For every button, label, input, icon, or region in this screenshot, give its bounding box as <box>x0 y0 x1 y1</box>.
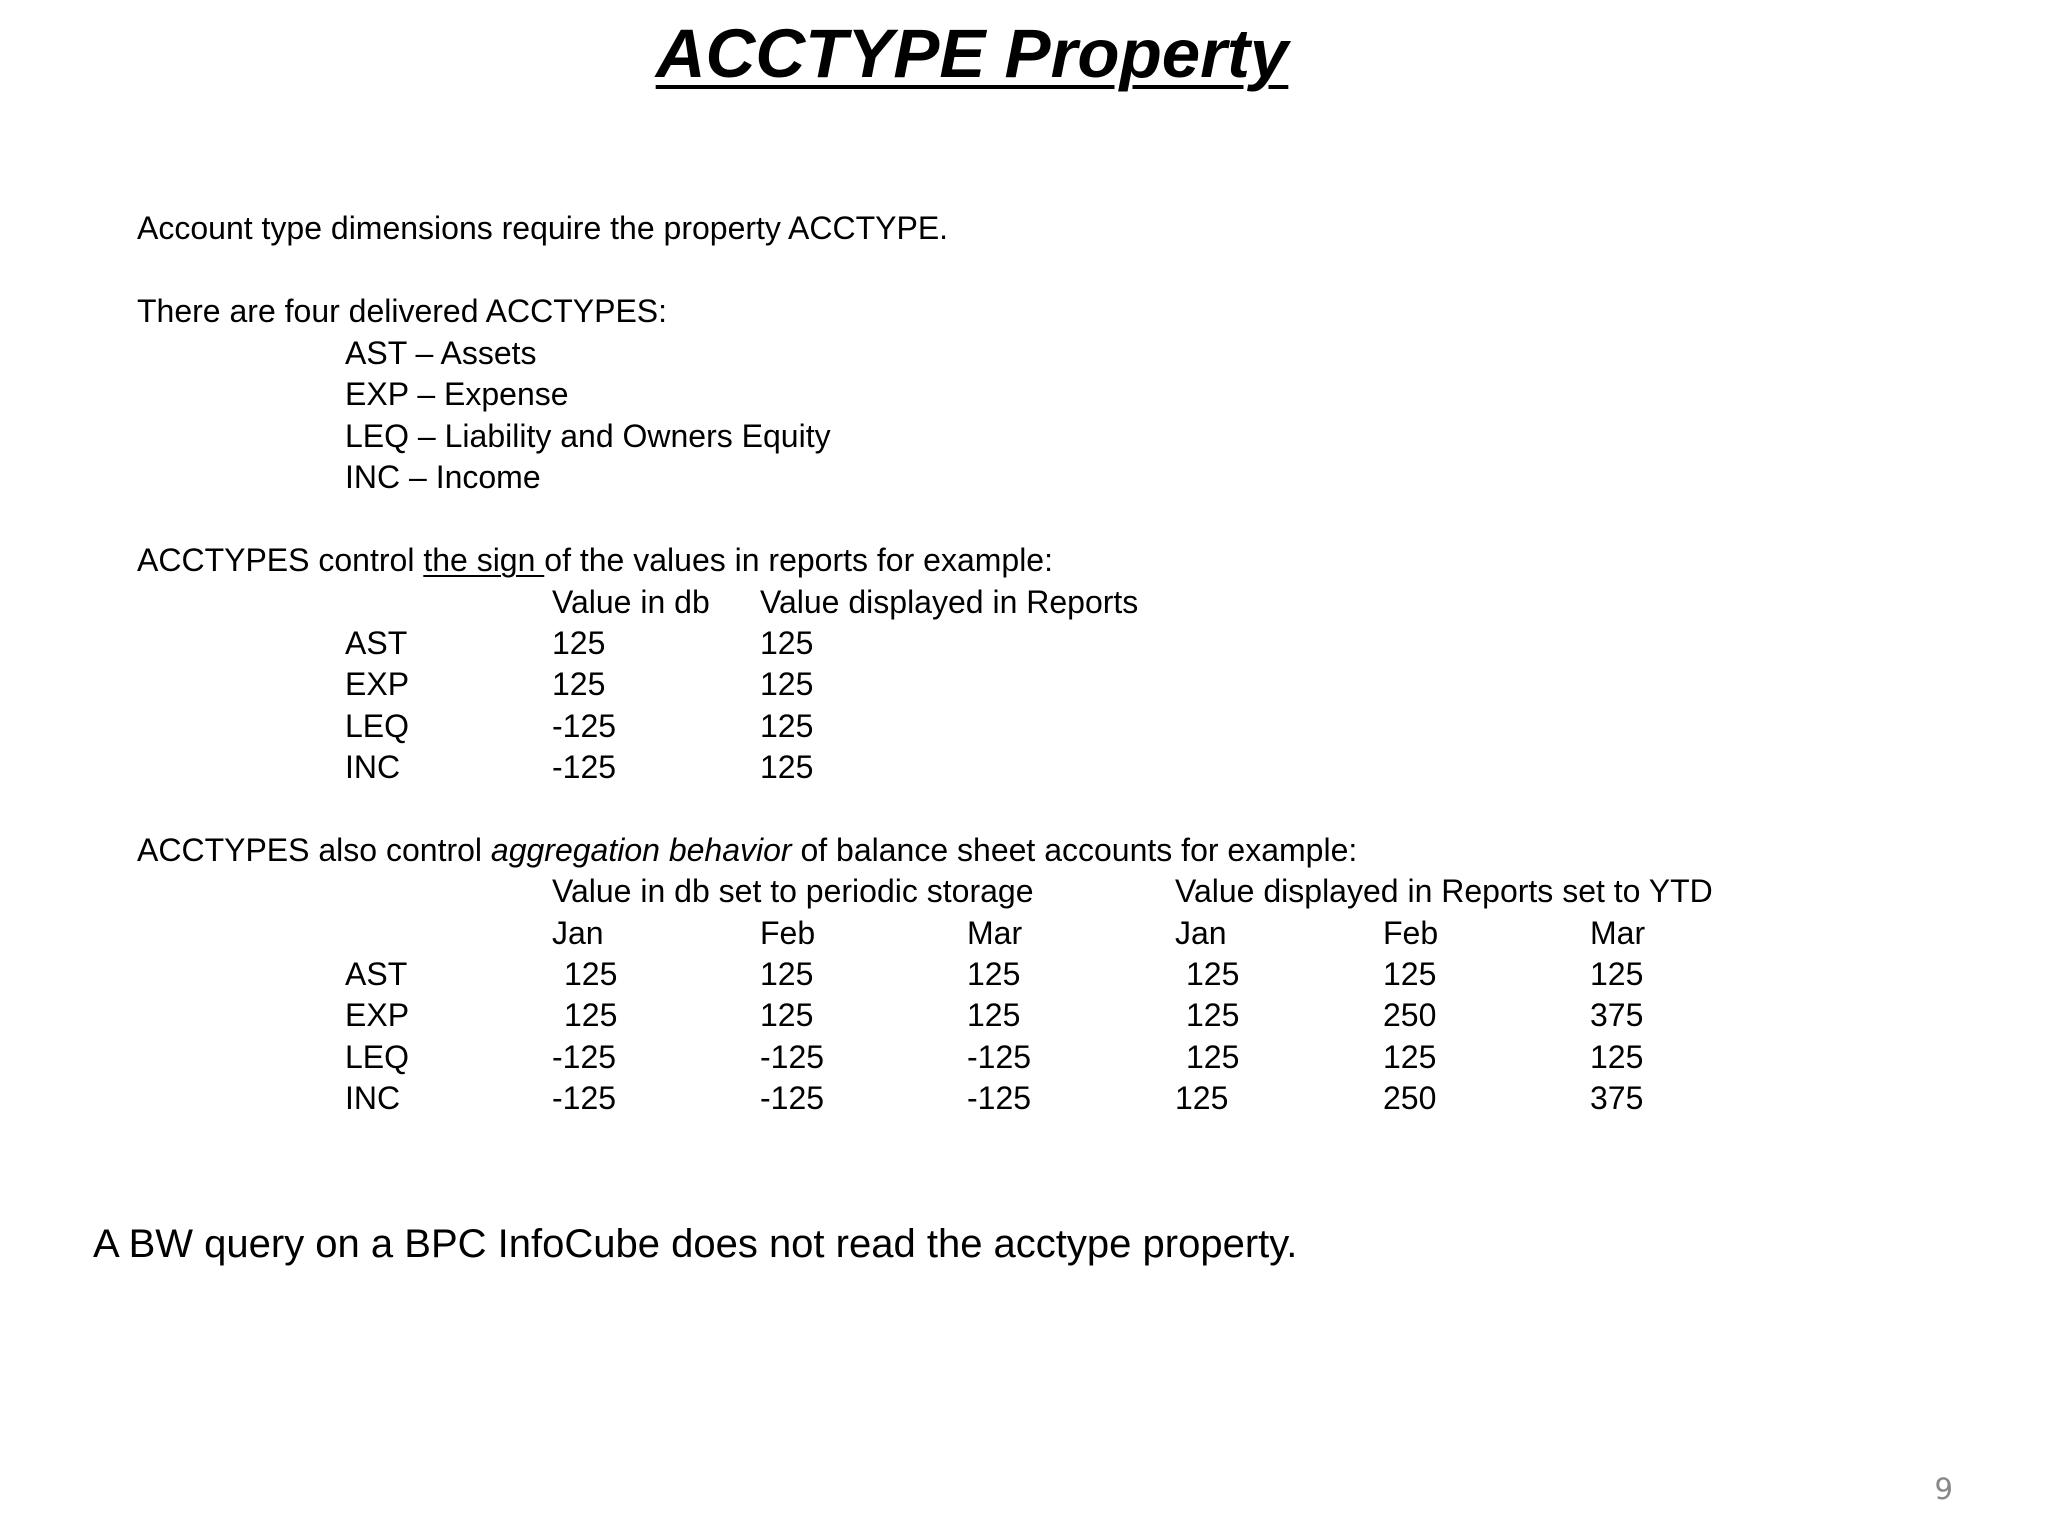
sign-row-type: AST <box>345 625 408 661</box>
acctype-item: EXP – Expense <box>345 376 569 412</box>
sign-header-db: Value in db <box>552 584 710 620</box>
sign-lead-before: ACCTYPES control <box>137 542 424 578</box>
aggregation-cell: 125 <box>967 997 1021 1033</box>
aggregation-cell: -125 <box>552 1080 617 1116</box>
page-number: 9 <box>1934 1472 1953 1506</box>
sign-row-reports: 125 <box>760 708 814 744</box>
sign-lead-after: of the values in reports for example: <box>544 542 1053 578</box>
sign-row-db: -125 <box>552 749 617 785</box>
aggregation-cell: -125 <box>967 1039 1032 1075</box>
sign-row-reports: 125 <box>760 749 814 785</box>
aggregation-row-type: LEQ <box>345 1039 410 1075</box>
page-title: ACCTYPE Property <box>655 15 1289 92</box>
sign-row-type: INC <box>345 749 401 785</box>
aggregation-cell: -125 <box>760 1039 825 1075</box>
month-header: Mar <box>967 915 1023 951</box>
aggregation-cell: 125 <box>564 997 618 1033</box>
acctype-item: AST – Assets <box>345 335 537 371</box>
aggregation-cell: 125 <box>1590 1039 1644 1075</box>
sign-row-db: 125 <box>552 666 606 702</box>
intro-text: Account type dimensions require the property ACCTYPE. <box>137 210 949 246</box>
month-header: Jan <box>552 915 604 951</box>
aggregation-cell: 125 <box>1186 1039 1240 1075</box>
aggregation-group-header-reports: Value displayed in Reports set to YTD <box>1175 873 1713 909</box>
sign-row-reports: 125 <box>760 625 814 661</box>
aggregation-cell: 125 <box>1383 956 1437 992</box>
acctype-item: LEQ – Liability and Owners Equity <box>345 418 831 454</box>
aggregation-row-type: INC <box>345 1080 401 1116</box>
aggregation-cell: 125 <box>1175 1080 1229 1116</box>
aggregation-lead-before: ACCTYPES also control <box>137 832 491 868</box>
sign-row-type: LEQ <box>345 708 410 744</box>
aggregation-cell: 125 <box>760 956 814 992</box>
sign-lead-underlined: the sign <box>423 542 545 578</box>
bw-query-note: A BW query on a BPC InfoCube does not read the acctype property. <box>93 1222 1298 1266</box>
aggregation-cell: 125 <box>967 956 1021 992</box>
sign-lead <box>137 544 1053 576</box>
month-header: Feb <box>1383 915 1439 951</box>
aggregation-row-type: AST <box>345 956 408 992</box>
aggregation-group-header-db: Value in db set to periodic storage <box>552 873 1034 909</box>
aggregation-lead-after: of balance sheet accounts for example: <box>791 832 1358 868</box>
month-header: Mar <box>1590 915 1646 951</box>
aggregation-cell: -125 <box>760 1080 825 1116</box>
month-header: Jan <box>1175 915 1227 951</box>
aggregation-cell: 250 <box>1383 1080 1437 1116</box>
sign-row-reports: 125 <box>760 666 814 702</box>
sign-row-type: EXP <box>345 666 410 702</box>
aggregation-row-type: EXP <box>345 997 410 1033</box>
acctype-item: INC – Income <box>345 459 541 495</box>
aggregation-cell: -125 <box>967 1080 1032 1116</box>
aggregation-cell: 125 <box>760 997 814 1033</box>
aggregation-cell: 375 <box>1590 1080 1644 1116</box>
aggregation-cell: 375 <box>1590 997 1644 1033</box>
sign-header-reports: Value displayed in Reports <box>760 584 1139 620</box>
aggregation-lead <box>137 834 1357 866</box>
sign-row-db: 125 <box>552 625 606 661</box>
delivered-heading: There are four delivered ACCTYPES: <box>137 293 668 329</box>
aggregation-cell: 125 <box>1383 1039 1437 1075</box>
aggregation-cell: 250 <box>1383 997 1437 1033</box>
aggregation-cell: 125 <box>1186 997 1240 1033</box>
aggregation-cell: 125 <box>564 956 618 992</box>
aggregation-cell: 125 <box>1590 956 1644 992</box>
aggregation-cell: -125 <box>552 1039 617 1075</box>
month-header: Feb <box>760 915 816 951</box>
aggregation-cell: 125 <box>1186 956 1240 992</box>
aggregation-lead-italic: aggregation behavior <box>490 832 792 868</box>
sign-row-db: -125 <box>552 708 617 744</box>
